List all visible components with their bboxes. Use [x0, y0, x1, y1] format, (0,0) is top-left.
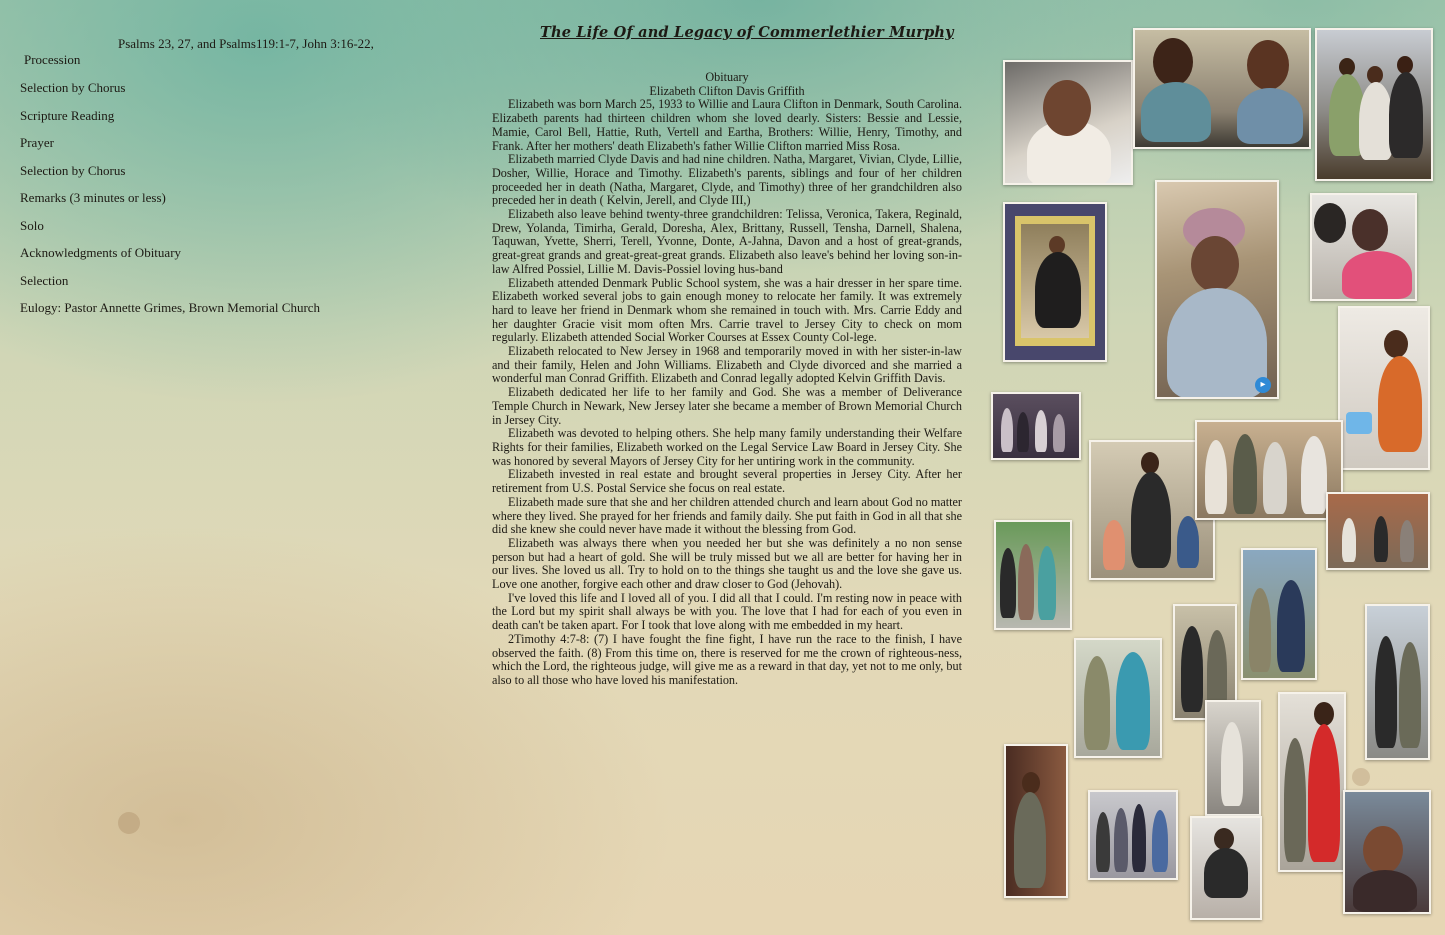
photo-figure [1400, 520, 1414, 562]
photo-woman-in-car [1155, 180, 1279, 399]
photo-figure [1237, 88, 1303, 144]
photo-figure [1114, 808, 1128, 872]
photo-face [1247, 40, 1289, 90]
photo-figure [1014, 792, 1046, 888]
photo-framed-picture [1003, 202, 1107, 362]
photo-figure [1116, 652, 1150, 750]
obituary-paragraph: Elizabeth also leave behind twenty-three grandchildren: Telissa, Veronica, Takera, Reginald, Drew, Yolanda, Timirha, Gerald, Doresha, Alex, Brittany, Russell, Tensha, Darnell, Shalena, Taquwan, Yvette, Sherri, Terell, Yvonne, Donte, A-Jahna, Davon and a host of great-grands, great-great grands and great-great-great grands. Elizabeth also leave's behind her loving son-in-law Alfred Possiel, Lillie M. Davis-Possiel loving hus-band [492, 207, 962, 276]
photo-man-red-shirt [1278, 692, 1346, 872]
photo-figure [1204, 848, 1248, 898]
photo-young-woman-selfie [1343, 790, 1431, 914]
photo-figure [1177, 516, 1199, 568]
photo-figure [1375, 636, 1397, 748]
photo-figure [1277, 580, 1305, 672]
obituary-paragraph: Elizabeth relocated to New Jersey in 1968 and temporarily moved in with her sister-in-law and their family, Helen and John Williams. Elizabeth and Clyde divorced and she married a wonderful man Conrad Griffith. Elizabeth and Conrad legally adopted Kelvin Griffith Davis. [492, 344, 962, 386]
scripture-readings: Psalms 23, 27, and Psalms119:1-7, John 3:16-22, [118, 36, 374, 51]
photo-figure [1017, 412, 1029, 452]
photo-figure [1053, 414, 1065, 452]
photo-face [1314, 702, 1334, 726]
program-item: Selection [20, 272, 69, 288]
photo-figure [1167, 288, 1267, 398]
obituary-paragraph: 2Timothy 4:7-8: (7) I have fought the fine fight, I have run the race to the finish, I have observed the faith. (8) From this time on, there is reserved for me the crown of righteous-ness, which the Lord, the righteous judge, will give me as a reward in that day, yet not to me only, but also to all those who have loved his manifestation. [492, 631, 962, 687]
photo-figure [1284, 738, 1306, 862]
program-item: Remarks (3 minutes or less) [20, 190, 166, 205]
photo-group-of-men [1195, 420, 1343, 520]
photo-figure [1342, 518, 1356, 562]
photo-face [1153, 38, 1193, 86]
photo-two-people-selfie [1310, 193, 1417, 301]
obituary-paragraph: Elizabeth invested in real estate and brought several properties in Jersey City. After her retirement from U.S. Postal Service she focus on real estate. [492, 467, 962, 496]
photo-figure [1301, 436, 1327, 514]
photo-woman-library [1004, 744, 1068, 898]
photo-figure [1374, 516, 1388, 562]
program-item-procession: Procession [24, 52, 81, 67]
photo-couple-at-table [1133, 28, 1311, 149]
photo-woman-stairs [1205, 700, 1261, 816]
photo-family-group [991, 392, 1081, 460]
photo-cake-celebration [1338, 306, 1430, 470]
photo-group-indoors [1088, 790, 1178, 880]
photo-figure [1132, 804, 1146, 872]
photo-figure [1353, 870, 1417, 912]
paper-stain [1352, 768, 1370, 786]
photo-face [1022, 772, 1040, 794]
photo-figure [1000, 548, 1016, 618]
photo-figure [1342, 251, 1412, 299]
obituary-paragraph: Elizabeth was devoted to helping others. She help many family understanding their Welfare Rights for their families, Elizabeth worked on the Legal Service Law Board in Jersey City. She was honored by several Mayors of Jersey City for her untiring work in the community. [492, 426, 962, 468]
photo-figure [1263, 442, 1287, 514]
photo-figure [1221, 722, 1243, 806]
photo-figure [1152, 810, 1168, 872]
program-list [20, 80, 320, 328]
photo-face [1043, 80, 1091, 136]
obituary-paragraph: Elizabeth dedicated her life to her family and God. She was a member of Deliverance Temple Church in Newark, New Jersey later she became a member of Brown Memorial Church in Jersey City. [492, 385, 962, 427]
photo-figure [1141, 82, 1211, 142]
obituary-name: Elizabeth Clifton Davis Griffith [649, 83, 805, 98]
program-item: Acknowledgments of Obituary [20, 245, 182, 260]
photo-portrait [1003, 60, 1133, 185]
play-icon: ▸ [1255, 377, 1271, 393]
photo-figure [1308, 724, 1340, 862]
obituary-paragraph: Elizabeth attended Denmark Public School system, she was a hair dresser in her spare time. Elizabeth worked several jobs to gain enough money to relocate her family. It was extremely hard to leave her friend in Denmark whom she remained in touch with. Mrs. Carrie Eddy and her daughter Gracie visit mom often Mrs. Carrie travel to Jersey City to check on mom regularly. Elizabeth attended Social Worker Courses at Essex County Col-lege. [492, 275, 962, 345]
photo-three-people-skyline [1315, 28, 1433, 181]
photo-couple-street [1241, 548, 1317, 680]
photo-street-group [1326, 492, 1430, 570]
obituary-paragraph: Elizabeth married Clyde Davis and had nine children. Natha, Margaret, Vivian, Clyde, Lillie, Dosher, Willie, Horace and Timothy. Elizabeth's parents, siblings and four of her children proceeded her in death (Natha, Margaret, Clyde, and Timothy) three of her grandchildren also preceded her in death ( Kelvin, Jerell, and Clyde III,) [492, 152, 962, 208]
photo-two-women-balcony [1365, 604, 1430, 760]
photo-figure [1249, 588, 1271, 672]
photo-ladies-with-flowers [994, 520, 1072, 630]
program-item: Eulogy: Pastor Annette Grimes, Brown Memorial Church [20, 300, 321, 315]
obituary-paragraph: Elizabeth was always there when you needed her but she was definitely a no non sense person but had a heart of gold. She will be truly missed but we all are better for having her in our lives. She loved us all. Try to hold on to the things she taught us and the love she gave us. Love one another, forgive each other and draw closer to God (Jehovah). [492, 535, 962, 592]
photo-figure [1018, 544, 1034, 620]
program-item: Selection by Chorus [20, 80, 126, 95]
obituary-paragraph: Elizabeth was born March 25, 1933 to Willie and Laura Clifton in Denmark, South Carolina. Elizabeth parents had thirteen children whom she loved dearly. Sisters: Bessie and Lessie, Mamie, Carol Bell, Hattie, Ruth, Vertell and Eartha, Brothers: Willie, Henry, Timothy, and Frank. After her mothers' death Elizabeth's father Willie Clifton married Miss Rosa. [492, 97, 962, 153]
obituary-paragraph: Elizabeth made sure that she and her children attended church and learn about God no matter where they lived. She prayed for her friends and family daily. She put faith in God in all that she did she knew she could never have made it without the blessing from God. [492, 494, 962, 537]
photo-cake [1346, 412, 1372, 434]
photo-figure [1359, 82, 1393, 160]
photo-figure [1035, 252, 1081, 328]
photo-figure [1181, 626, 1203, 712]
photo-figure [1096, 812, 1110, 872]
photo-figure [1001, 408, 1013, 452]
photo-face [1363, 826, 1403, 874]
photo-figure [1205, 440, 1227, 514]
photo-face [1141, 452, 1159, 474]
photo-figure [1038, 546, 1056, 620]
obituary-heading: Obituary [705, 70, 749, 84]
photo-figure [1084, 656, 1110, 750]
photo-figure [1399, 642, 1421, 748]
photo-figure [1131, 472, 1171, 568]
obituary-paragraph: I've loved this life and I loved all of you. I did all that I could. I'm resting now in peace with the Lord but my spirit shall always be with you. The love that I had for each of you even in death can't be taken apart. For I took that love along with me embedded in my heart. [492, 590, 962, 633]
program-item: Solo [20, 217, 44, 233]
photo-figure [1035, 410, 1047, 452]
photo-face [1314, 203, 1346, 243]
photo-woman-with-paperwork [1190, 816, 1262, 920]
photo-figure [1378, 356, 1422, 452]
photo-face [1214, 828, 1234, 850]
photo-figure [1103, 520, 1125, 570]
program-item: Scripture Reading [20, 107, 115, 123]
obituary [492, 71, 962, 688]
photo-face [1352, 209, 1388, 251]
photo-figure [1233, 434, 1257, 514]
page-title: The Life Of and Legacy of Commerlethier Murphy [540, 24, 954, 41]
photo-figure [1389, 72, 1423, 158]
paper-stain [118, 812, 140, 834]
program-item: Selection by Chorus [20, 162, 126, 178]
photo-two-women-flowers [1074, 638, 1162, 758]
photo-face [1191, 236, 1239, 292]
program-item: Prayer [20, 135, 54, 150]
photo-face [1384, 330, 1408, 358]
